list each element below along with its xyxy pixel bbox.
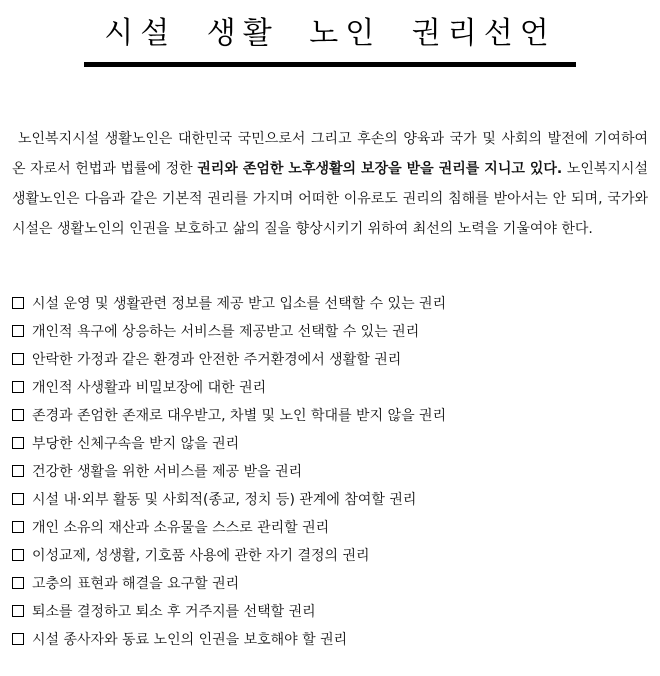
intro-paragraph [12, 124, 648, 244]
checkbox-icon [12, 381, 24, 393]
rights-list-item [12, 345, 652, 373]
checkbox-icon [12, 353, 24, 365]
right-text: 존경과 존엄한 존재로 대우받고, 차별 및 노인 학대를 받지 않을 권리 [32, 408, 447, 424]
rights-list-item [12, 625, 652, 653]
checkbox-icon [12, 325, 24, 337]
rights-list-item [12, 541, 652, 569]
right-text: 개인 소유의 재산과 소유물을 스스로 관리할 권리 [32, 520, 330, 536]
right-text: 시설 내·외부 활동 및 사회적(종교, 정치 등) 관계에 참여할 권리 [32, 492, 417, 508]
document-title: 시설 생활 노인 권리선언 [104, 16, 556, 51]
right-text: 개인적 사생활과 비밀보장에 대한 권리 [32, 380, 267, 396]
checkbox-icon [12, 633, 24, 645]
rights-list-item [12, 401, 652, 429]
intro-text-part1: 노인복지시설 생활노인은 대한민국 국민으로서 그리고 후손의 양육과 국가 및 사회의 발전에 기여하여 온 자로서 헌법과 법률에 정한 [12, 131, 648, 177]
checkbox-icon [12, 521, 24, 533]
rights-list-item [12, 569, 652, 597]
checkbox-icon [12, 577, 24, 589]
right-text: 개인적 욕구에 상응하는 서비스를 제공받고 선택할 수 있는 권리 [32, 324, 420, 340]
right-text: 시설 종사자와 동료 노인의 인권을 보호해야 할 권리 [32, 632, 348, 648]
right-text: 건강한 생활을 위한 서비스를 제공 받을 권리 [32, 464, 303, 480]
checkbox-icon [12, 465, 24, 477]
rights-list [12, 289, 652, 653]
checkbox-icon [12, 437, 24, 449]
title-underline [84, 62, 576, 67]
checkbox-icon [12, 409, 24, 421]
rights-list-item [12, 485, 652, 513]
rights-list-item [12, 513, 652, 541]
intro-text-part2: 노인복지시설 생활노인은 다음과 같은 기본적 권리를 가지며 어떠한 이유로도 권리의 침해를 받아서는 안 되며, 국가와 시설은 생활노인의 인권을 보호하고 삶의 질을 향상시키기 위하여 최선의 노력을 기울여야 한다. [12, 161, 648, 237]
right-text: 안락한 가정과 같은 환경과 안전한 주거환경에서 생활할 권리 [32, 352, 402, 368]
checkbox-icon [12, 493, 24, 505]
right-text: 퇴소를 결정하고 퇴소 후 거주지를 선택할 권리 [32, 604, 316, 620]
rights-list-item [12, 457, 652, 485]
right-text: 시설 운영 및 생활관련 정보를 제공 받고 입소를 선택할 수 있는 권리 [32, 296, 447, 312]
checkbox-icon [12, 549, 24, 561]
right-text: 고충의 표현과 해결을 요구할 권리 [32, 576, 240, 592]
rights-list-item [12, 373, 652, 401]
rights-list-item [12, 289, 652, 317]
checkbox-icon [12, 605, 24, 617]
right-text: 이성교제, 성생활, 기호품 사용에 관한 자기 결정의 권리 [32, 548, 370, 564]
right-text: 부당한 신체구속을 받지 않을 권리 [32, 436, 240, 452]
rights-list-item [12, 429, 652, 457]
rights-list-item [12, 317, 652, 345]
checkbox-icon [12, 297, 24, 309]
intro-emphasis: 권리와 존엄한 노후생활의 보장을 받을 권리를 지니고 있다. [197, 161, 563, 177]
rights-list-item [12, 597, 652, 625]
